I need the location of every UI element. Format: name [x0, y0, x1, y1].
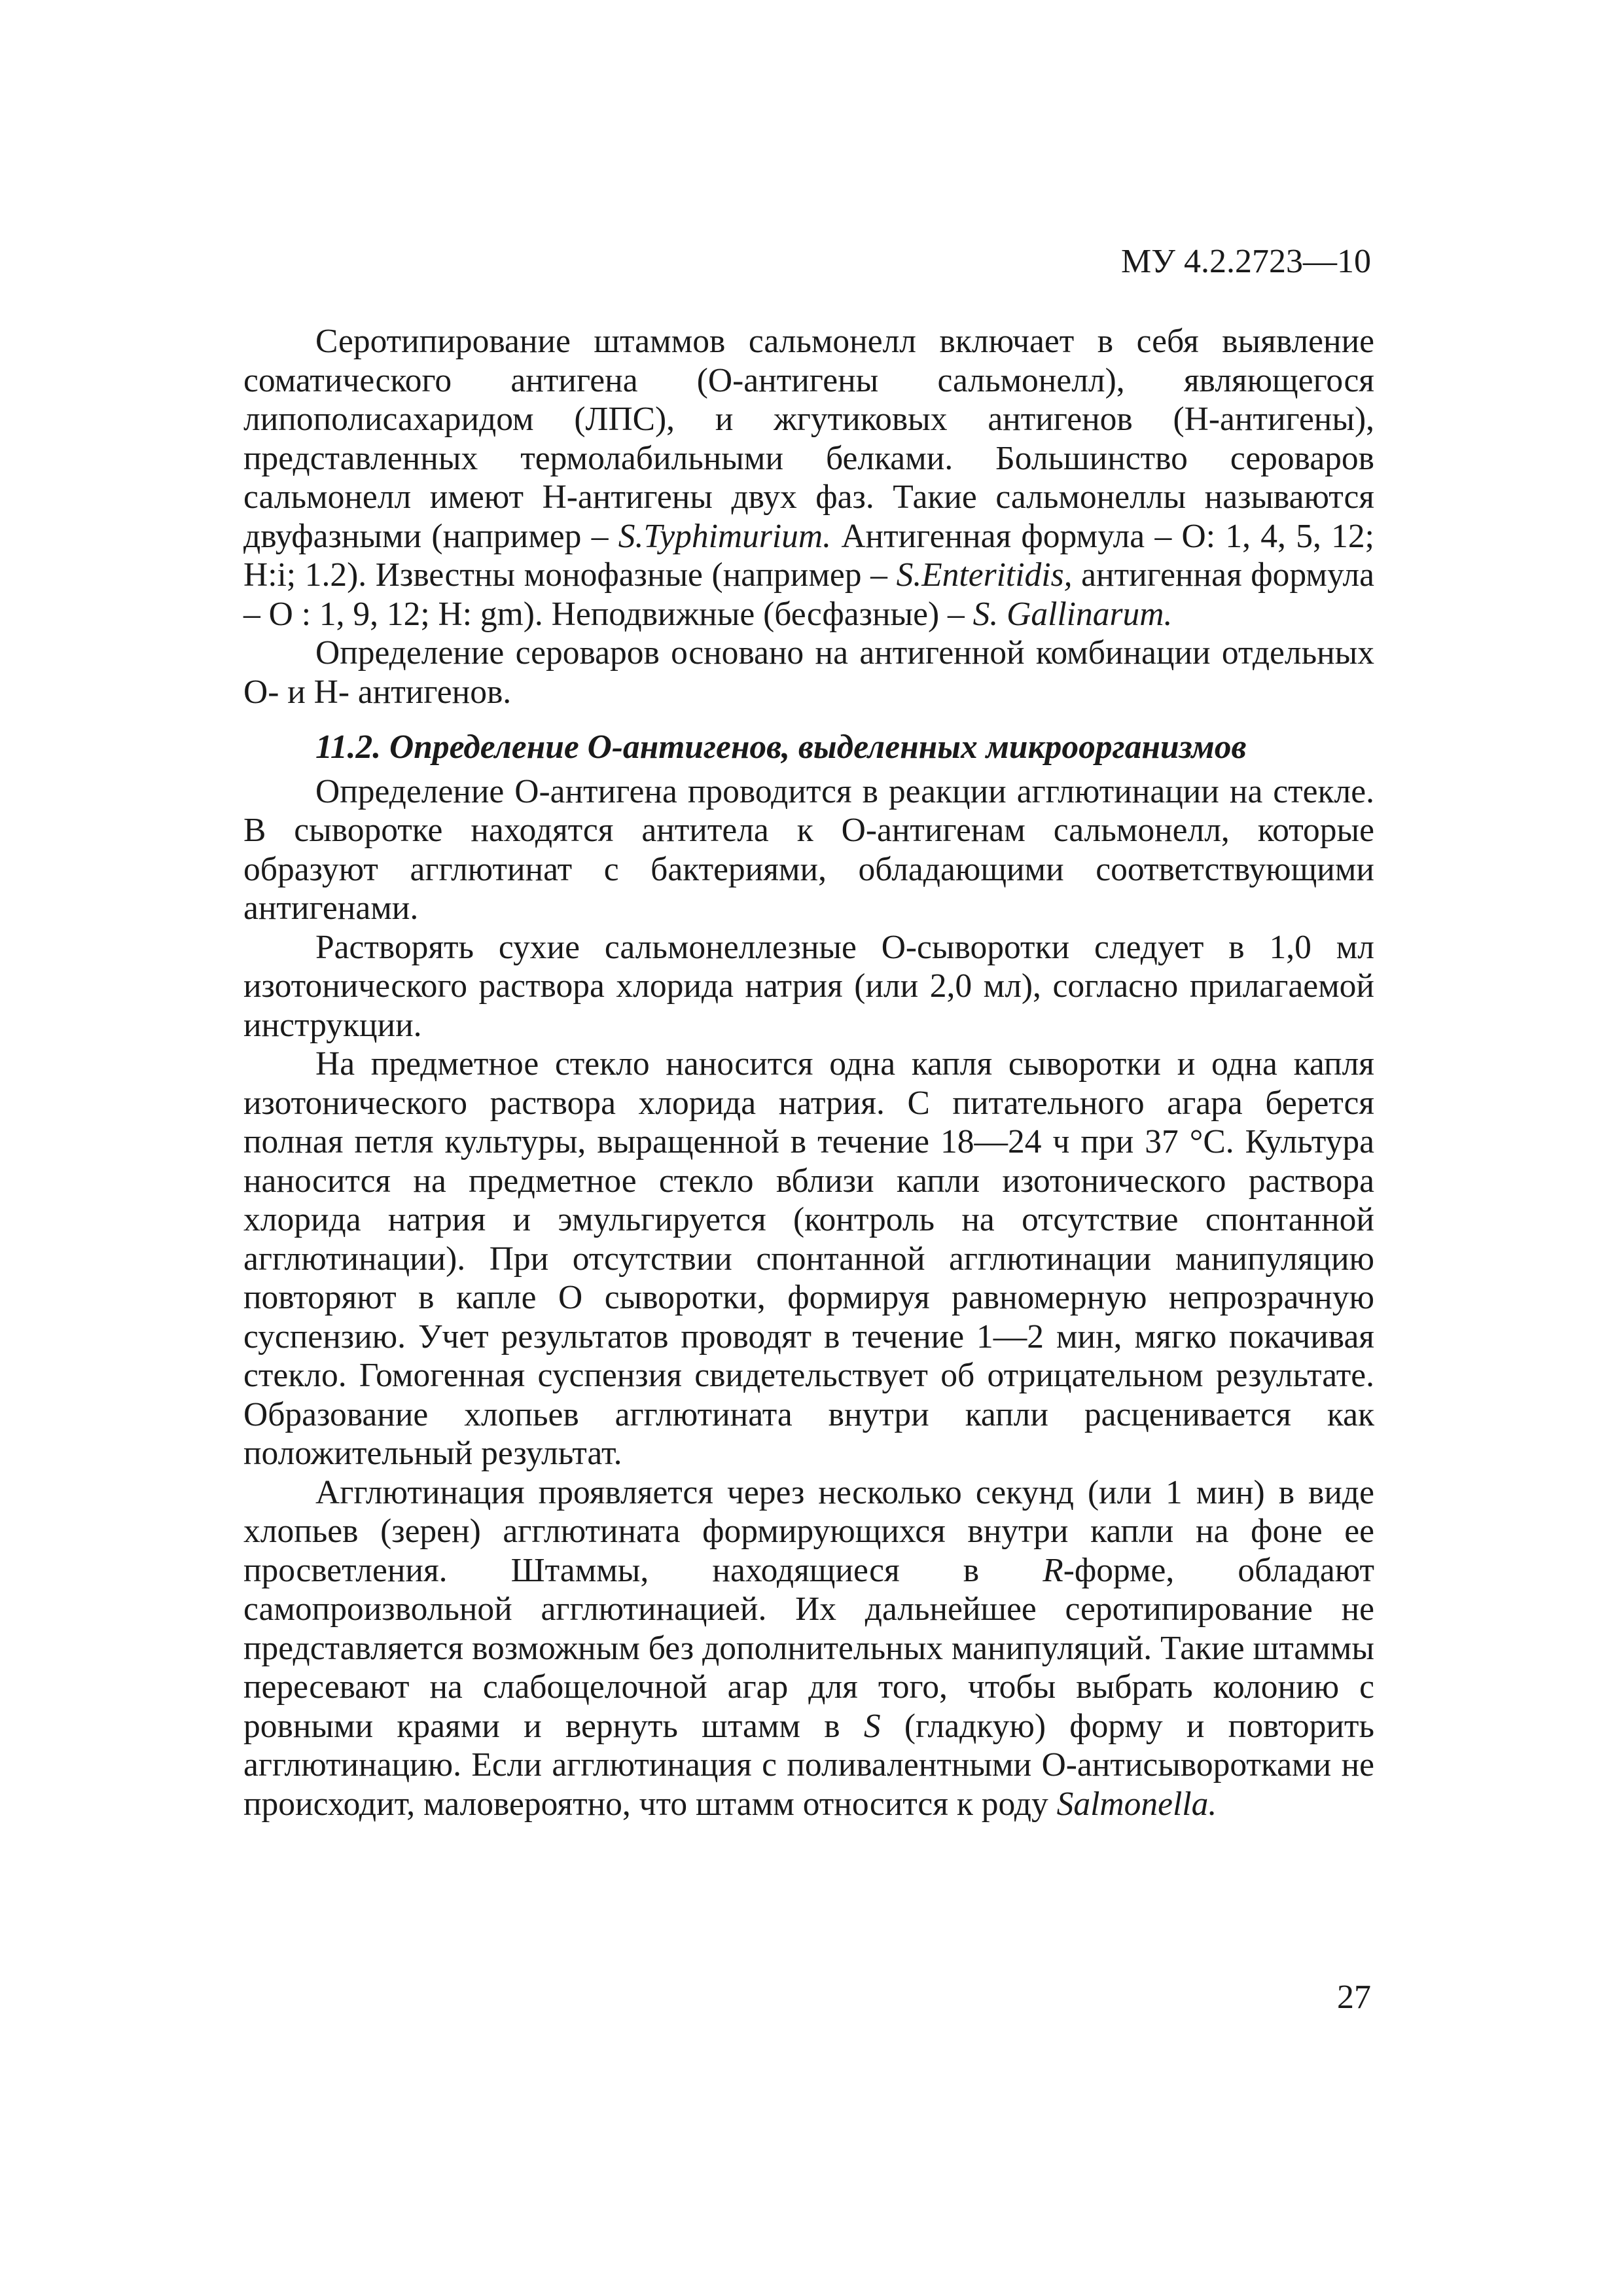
text-run: -форме, обладают самопроизвольной агглютинацией. Их дальнейшее серотипирование не представляется возможным без дополнительных манипуляций. Такие штаммы пересевают на слабощелочной агар для того, чтобы выбрать колонию с ровными краями и вернуть штамм в — [243, 1551, 1374, 1745]
document-code-header: МУ 4.2.2723—10 — [1120, 243, 1371, 280]
section-heading: 11.2. Определение О-антигенов, выделенных микроорганизмов — [315, 728, 1247, 766]
paragraph-serotyping — [243, 322, 1374, 634]
paragraph-o-antigen-reaction: Определение О-антигена проводится в реакции агглютинации на стекле. В сыворотке находятся антитела к О-антигенам сальмонелл, которые образуют агглютинат с бактериями, обладающими соответствующими антигенами. — [243, 772, 1374, 927]
form-letter: R — [1043, 1551, 1063, 1589]
paragraph-dissolving-serum: Растворять сухие сальмонеллезные О-сыворотки следует в 1,0 мл изотонического раствора хлорида натрия (или 2,0 мл), согласно прилагаемой инструкции. — [243, 928, 1374, 1044]
species-name: S.Typhimurium. — [618, 517, 832, 555]
paragraph-agglutination — [243, 1473, 1374, 1824]
paragraph-procedure: На предметное стекло наносится одна капля сыворотки и одна капля изотонического раствора хлорида натрия. С питательного агара берется полная петля культуры, выращенной в течение 18—24 ч при 37 °С. Культура наносится на предметное стекло вблизи капли изотонического раствора хлорида натрия и эмульгируется (контроль на отсутствие спонтанной агглютинации). При отсутствии спонтанной агглютинации манипуляцию повторяют в капле О сыворотки, формируя равномерную непрозрачную суспензию. Учет результатов проводят в течение 1—2 мин, мягко покачивая стекло. Гомогенная суспензия свидетельствует об отрицательном результате. Образование хлопьев агглютината внутри капли расценивается как положительный результат. — [243, 1045, 1374, 1472]
page-number: 27 — [1337, 1979, 1371, 2016]
species-name: S.Enteritidis, — [896, 556, 1073, 594]
text-run: Агглютинация проявляется через несколько секунд (или 1 мин) в виде хлопьев (зерен) агглютината формирующихся внутри капли на фоне ее просветления. Штаммы, находящиеся в — [243, 1473, 1374, 1589]
paragraph-serovar-definition: Определение сероваров основано на антигенной комбинации отдельных О- и Н- антигенов. — [243, 634, 1374, 711]
text-run: (гладкую) форму и повторить агглютинацию. Если агглютинация с поливалентными О-антисыворотками не происходит, маловероятно, что штамм относится к роду — [243, 1707, 1374, 1823]
form-letter: S — [863, 1707, 881, 1745]
genus-name: Salmonella. — [1056, 1785, 1217, 1823]
species-name: S. Gallinarum. — [972, 595, 1173, 633]
text-run: Серотипирование штаммов сальмонелл включает в себя выявление соматического антигена (О-антигены сальмонелл), являющегося липополисахаридом (ЛПС), и жгутиковых антигенов (Н-антигены), представленных термолабильными белками. Большинство сероваров сальмонелл имеют Н-антигены двух фаз. Такие сальмонеллы называются двуфазными (например – — [243, 323, 1374, 555]
body-text — [243, 322, 1374, 1823]
text-run: антигенная формула – О : 1, 9, 12; Н: gm). Неподвижные (бесфазные) – — [243, 556, 1375, 633]
text-run: Антигенная формула – О: 1, 4, 5, 12; Н:i; 1.2). Известны монофазные (например – — [243, 517, 1374, 594]
